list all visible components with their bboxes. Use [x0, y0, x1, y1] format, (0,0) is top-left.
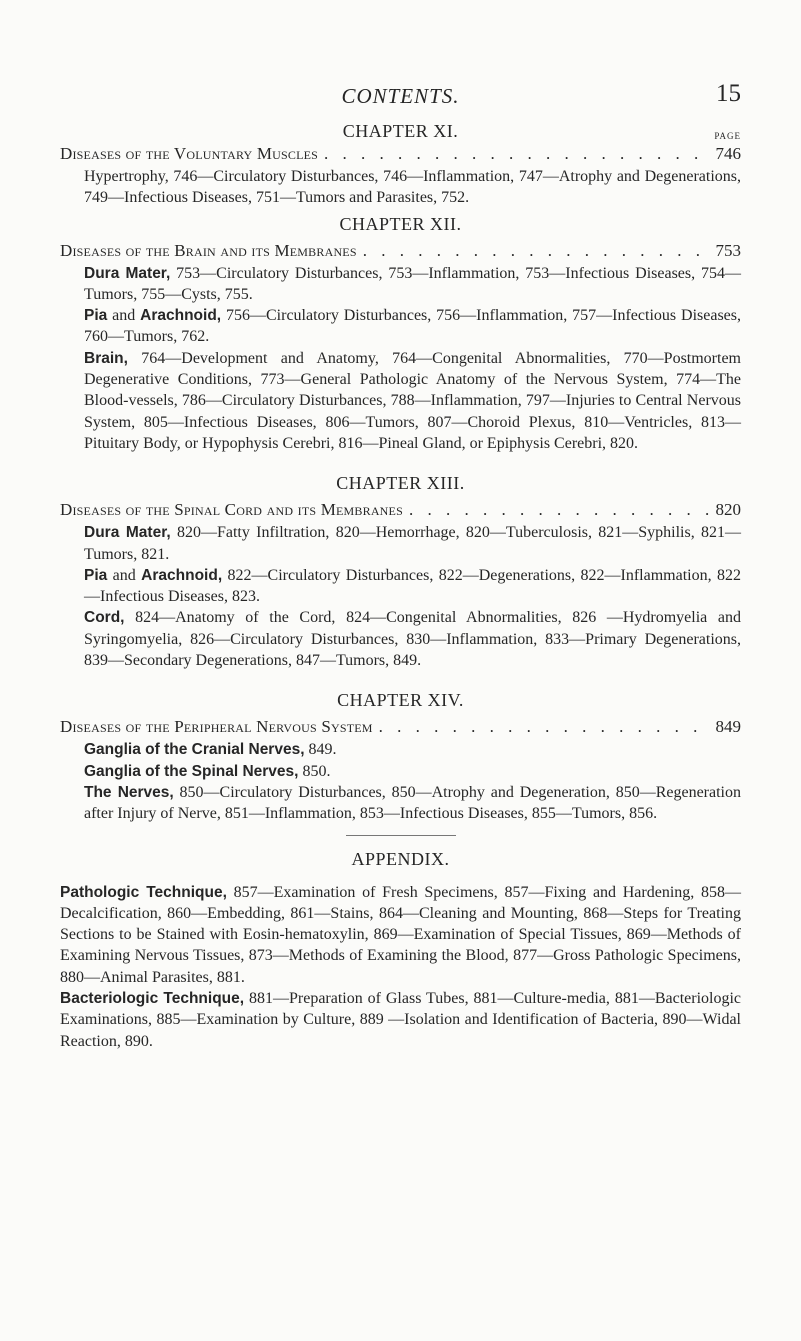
chapter-heading: CHAPTER XI. — [342, 121, 459, 141]
section-divider — [346, 835, 456, 836]
contents-body — [60, 120, 741, 1052]
entry-lead-2: Arachnoid, — [141, 566, 223, 584]
entry-lead: Dura Mater, — [84, 524, 171, 542]
toc-entry — [84, 305, 741, 348]
entry-lead: Dura Mater, — [84, 264, 171, 282]
chapter-xii — [60, 213, 741, 455]
toc-entry — [84, 522, 741, 565]
chapter-xiv — [60, 689, 741, 824]
page-column-label: PAGE — [714, 131, 741, 141]
entry-lead: Ganglia of the Spinal Nerves, — [84, 762, 299, 780]
running-title: CONTENTS. — [341, 84, 460, 108]
toc-page: 746 — [715, 144, 741, 163]
toc-entry — [60, 882, 741, 988]
entry-text: 753—Circulatory Disturbances, 753—Inflammation, 753—Infectious Diseases, 754—Tumors, 755—Cysts, 755. — [84, 264, 741, 303]
entry-lead: Ganglia of the Cranial Nerves, — [84, 741, 305, 759]
chapter-heading: CHAPTER XIV. — [337, 690, 464, 711]
entry-text: 820—Fatty Infiltration, 820—Hemorrhage, 820—Tuberculosis, 821—Syphilis, 821—Tumors, 821. — [84, 524, 741, 563]
toc-line — [60, 142, 741, 166]
toc-entry — [60, 988, 741, 1052]
toc-entry — [84, 565, 741, 608]
entry-text: 881—Preparation of Glass Tubes, 881—Culture-media, 881—Bacteriologic Examinations, 885—Examination by Culture, 889 —Isolation and Identification of Bacteria, 890—Widal Reaction, 890. — [60, 990, 741, 1050]
toc-entry — [84, 739, 741, 760]
toc-entry — [84, 607, 741, 671]
entry-text: 756—Circulatory Disturbances, 756—Inflammation, 757—Infectious Diseases, 760—Tumors, 762. — [84, 307, 741, 346]
entry-text: 857—Examination of Fresh Specimens, 857—Fixing and Hardening, 858—Decalcification, 860—Embedding, 861—Stains, 864—Cleaning and Mounting, 868—Steps for Treating Sections to be Stained with Eosin-hematoxylin, 869—Examination of Special Tissues, 869—Methods of Examining Nervous Tissues, 873—Methods of Examining the Blood, 877—Gross Pathologic Specimens, 880—Animal Parasites, 881. — [60, 883, 741, 986]
toc-line — [60, 239, 741, 263]
entry-lead: Pathologic Technique, — [60, 883, 227, 901]
entry-lead: Pia — [84, 307, 108, 325]
appendix — [60, 848, 741, 1052]
chapter-heading: CHAPTER XIII. — [336, 473, 465, 494]
entry-lead: The Nerves, — [84, 783, 174, 801]
toc-title: Diseases of the Brain and its Membranes — [60, 240, 357, 260]
chapter-heading: APPENDIX. — [351, 848, 450, 869]
toc-entry — [84, 761, 741, 782]
toc-title: Diseases of the Peripheral Nervous System — [60, 717, 373, 737]
toc-page: 820 — [715, 500, 741, 520]
toc-page: 849 — [715, 717, 741, 737]
entry-text: 849. — [304, 741, 337, 759]
entry-text: 850. — [298, 762, 331, 780]
toc-page: 753 — [715, 240, 741, 260]
entry-lead: Cord, — [84, 609, 125, 627]
leader-dots — [379, 715, 710, 739]
toc-line — [60, 715, 741, 739]
leader-dots — [409, 498, 710, 522]
chapter-xiii — [60, 472, 741, 671]
page-number: 15 — [716, 80, 741, 107]
toc-entry — [84, 782, 741, 825]
toc-entry — [84, 263, 741, 306]
toc-entry — [84, 348, 741, 454]
entry-lead-2: Arachnoid, — [140, 307, 222, 325]
entry-mid: and — [107, 307, 141, 325]
chapter-heading: CHAPTER XII. — [339, 213, 462, 234]
chapter-xi — [60, 120, 741, 209]
leader-dots — [363, 239, 710, 263]
entry-lead: Pia — [84, 566, 108, 584]
leader-dots — [324, 142, 709, 166]
entry-text: 822—Circulatory Disturbances, 822—Degenerations, 822—Inflammation, 822—Infectious Diseases, 823. — [84, 566, 742, 606]
toc-title: Diseases of the Voluntary Muscles — [60, 144, 319, 163]
entry-text: 824—Anatomy of the Cord, 824—Congenital Abnormalities, 826 —Hydromyelia and Syringomyelia, 826—Circulatory Disturbances, 830—Inflammation, 833—Primary Degenerations, 839—Secondary Degenerations, 847—Tumors, 849. — [84, 609, 741, 670]
entry-text: 850—Circulatory Disturbances, 850—Atrophy and Degeneration, 850—Regeneration after Injury of Nerve, 851—Inflammation, 853—Infectious Diseases, 855—Tumors, 856. — [84, 783, 741, 823]
toc-title: Diseases of the Spinal Cord and its Membranes — [60, 500, 403, 520]
entry-lead: Brain, — [84, 349, 128, 367]
running-head — [60, 80, 741, 114]
entry-mid: and — [107, 566, 142, 584]
entry-text: Hypertrophy, 746—Circulatory Disturbances, 746—Inflammation, 747—Atrophy and Degenerations, 749—Infectious Diseases, 751—Tumors and Parasites, 752. — [84, 168, 741, 207]
toc-line — [60, 498, 741, 522]
entry-lead: Bacteriologic Technique, — [60, 990, 245, 1008]
entry-text: 764—Development and Anatomy, 764—Congenital Abnormalities, 770—Postmortem Degenerative Conditions, 773—General Pathologic Anatomy of the Nervous System, 774—The Blood-vessels, 786—Circulatory Disturbances, 788—Inflammation, 797—Injuries to Central Nervous System, 805—Infectious Diseases, 806—Tumors, 807—Choroid Plexus, 810—Ventricles, 813—Pituitary Body, or Hypophysis Cerebri, 816—Pineal Gland, or Epiphysis Cerebri, 820. — [84, 349, 741, 452]
toc-entry — [84, 166, 741, 209]
